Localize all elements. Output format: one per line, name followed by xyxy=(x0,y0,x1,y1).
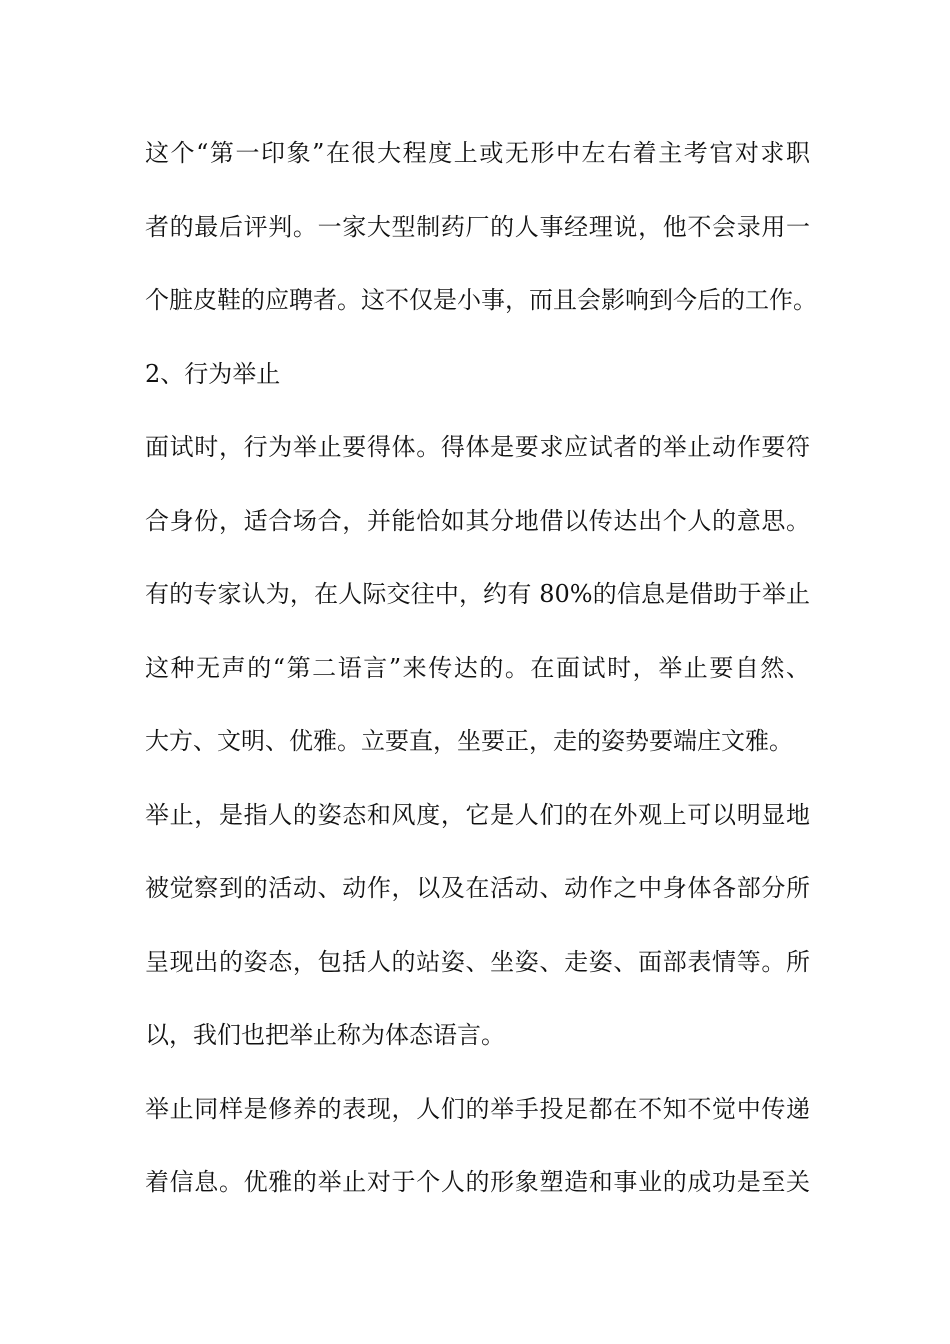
text-line: 这种无声的“第二语言”来传达的。在面试时，举止要自然、 xyxy=(145,653,810,682)
text-line: 呈现出的姿态，包括人的站姿、坐姿、走姿、面部表情等。所 xyxy=(145,947,810,976)
text-line: 有的专家认为，在人际交往中，约有 80%的信息是借助于举止 xyxy=(145,580,810,608)
text-line: 着信息。优雅的举止对于个人的形象塑造和事业的成功是至关 xyxy=(145,1168,810,1196)
section-heading: 2、行为举止 xyxy=(145,359,281,388)
text-line: 个脏皮鞋的应聘者。这不仅是小事，而且会影响到今后的工作。 xyxy=(145,286,817,314)
text-line: 这个“第一印象”在很大程度上或无形中左右着主考官对求职 xyxy=(145,139,810,167)
text-line: 者的最后评判。一家大型制药厂的人事经理说，他不会录用一 xyxy=(145,212,810,241)
text-line: 大方、文明、优雅。立要直，坐要正，走的姿势要端庄文雅。 xyxy=(145,727,793,755)
text-line: 举止同样是修养的表现，人们的举手投足都在不知不觉中传递 xyxy=(145,1094,810,1123)
text-line: 合身份，适合场合，并能恰如其分地借以传达出个人的意思。 xyxy=(145,506,810,535)
text-line: 以，我们也把举止称为体态语言。 xyxy=(145,1021,505,1049)
text-line: 举止，是指人的姿态和风度，它是人们的在外观上可以明显地 xyxy=(145,800,810,829)
body-text xyxy=(145,128,817,1231)
text-line: 被觉察到的活动、动作，以及在活动、动作之中身体各部分所 xyxy=(145,874,810,902)
text-line: 面试时，行为举止要得体。得体是要求应试者的举止动作要符 xyxy=(145,433,810,461)
